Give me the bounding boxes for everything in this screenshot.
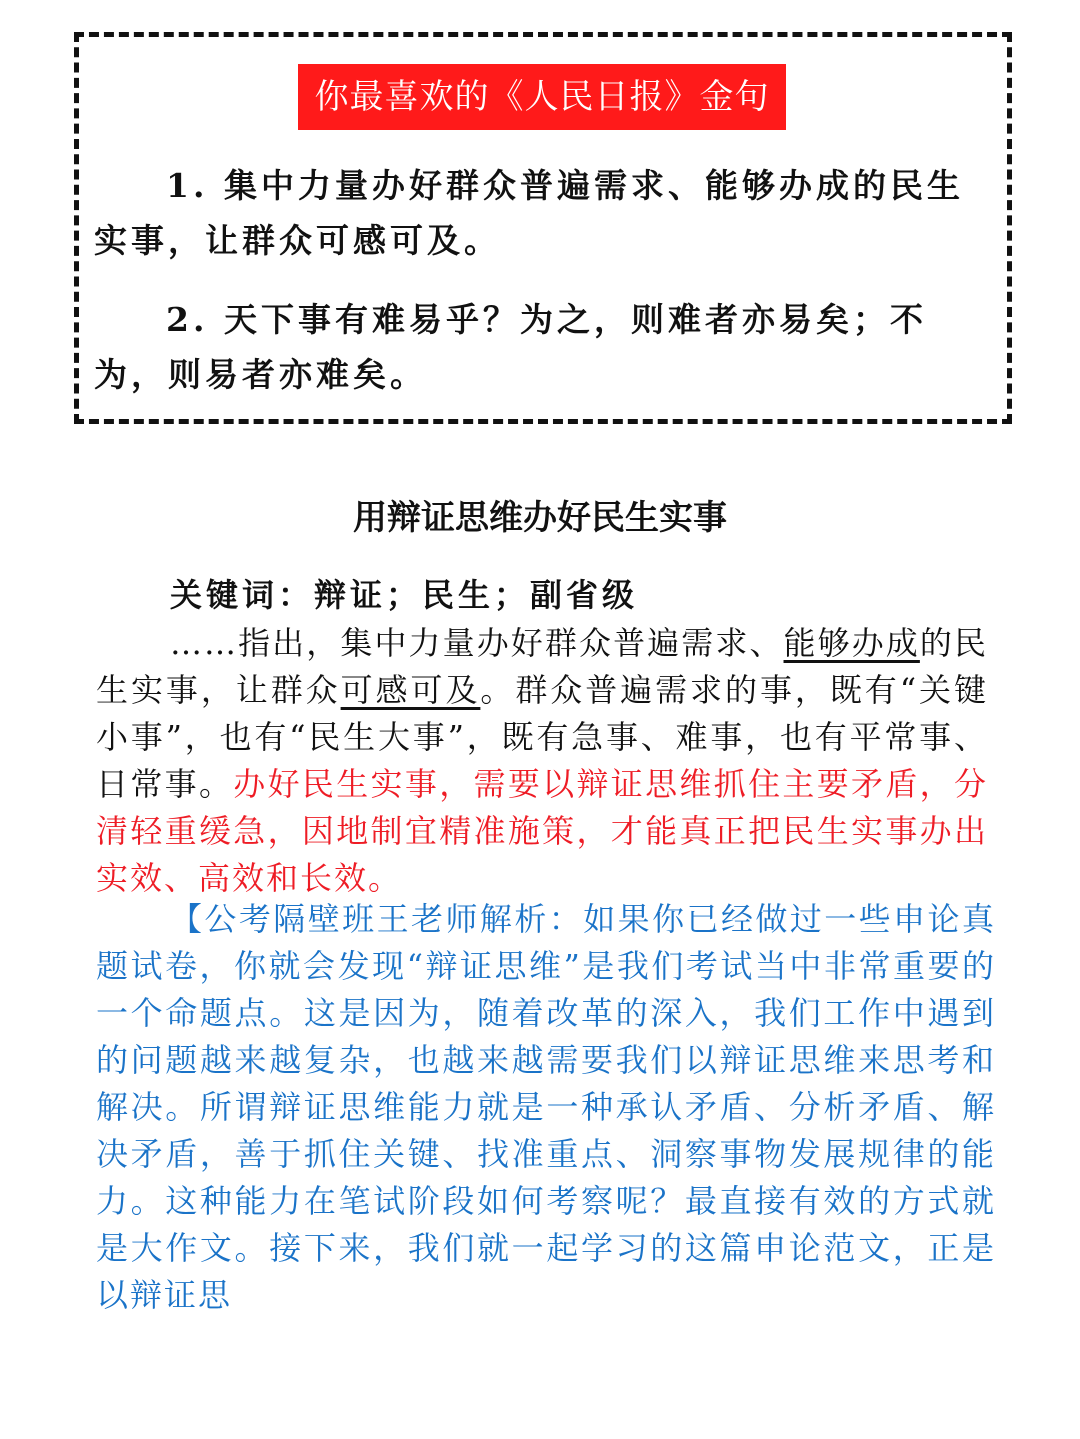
paragraph-mid-text-2: 。群众普遍需求的事，既有“关键小事”，也有“民生大事”，既有急事、难事，也有平常事、日常事。 xyxy=(96,671,988,803)
paragraph-mid-text-1: 的民生实事，让群众 xyxy=(96,624,988,709)
quote-item-2: 2. 天下事有难易乎？为之，则难者亦易矣；不为，则易者亦难矣。 xyxy=(94,300,927,394)
article-paragraph xyxy=(96,620,988,902)
article-title: 用辩证思维办好民生实事 xyxy=(353,498,727,538)
quote-item-1: 1. 集中力量办好群众普遍需求、能够办成的民生实事，让群众可感可及。 xyxy=(94,166,964,260)
quote-box-header: 你最喜欢的《人民日报》金句 xyxy=(298,64,786,130)
underlined-phrase-2: 可感可及 xyxy=(340,671,481,709)
underlined-phrase-1: 能够办成 xyxy=(783,624,920,662)
teacher-analysis-paragraph: 【公考隔壁班王老师解析：如果你已经做过一些申论真题试卷，你就会发现“辩证思维”是我们考试当中非常重要的一个命题点。这是因为，随着改革的深入，我们工作中遇到的问题越来越复杂，也越来越需要我们以辩证思维来思考和解决。所谓辩证思维能力就是一种承认矛盾、分析矛盾、解决矛盾，善于抓住关键、找准重点、洞察事物发展规律的能力。这种能力在笔试阶段如何考察呢？最直接有效的方式就是大作文。接下来，我们就一起学习的这篇申论范文，正是以辩证思 xyxy=(96,900,996,1314)
article-keywords: 关键词：辩证；民生；副省级 xyxy=(170,576,639,614)
highlighted-sentence: 办好民生实事，需要以辩证思维抓住主要矛盾，分清轻重缓急，因地制宜精准施策，才能真正把民生实事办出实效、高效和长效。 xyxy=(96,765,988,897)
paragraph-lead-text: ……指出，集中力量办好群众普遍需求、 xyxy=(170,624,784,662)
